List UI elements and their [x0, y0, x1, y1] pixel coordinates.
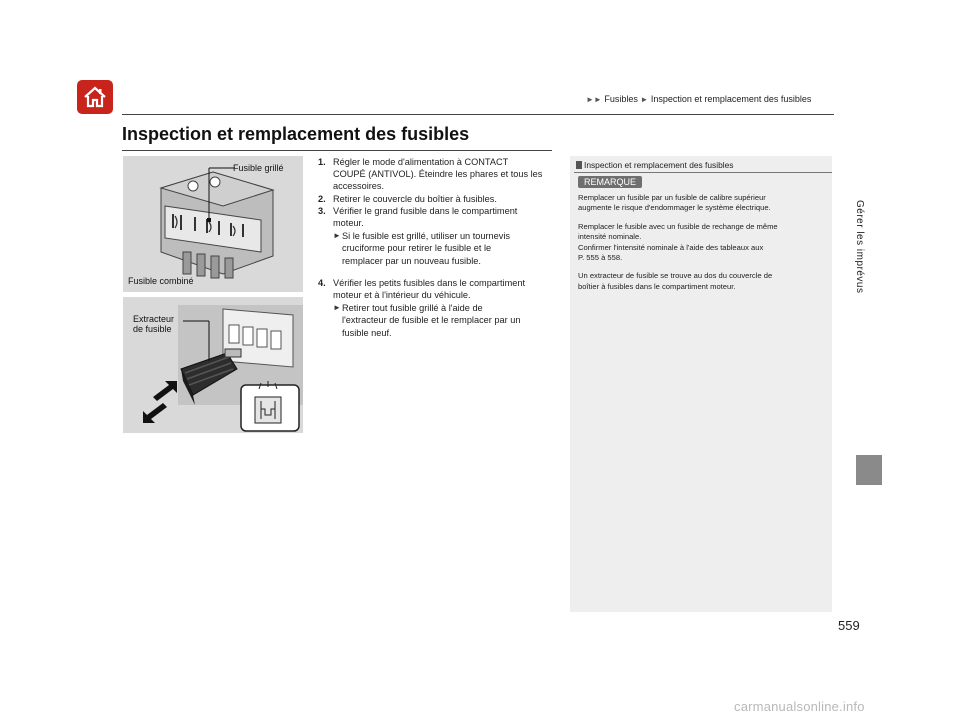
instruction-steps: [318, 156, 558, 339]
section-tab-marker: [856, 455, 882, 485]
substep-text: cruciforme pour retirer le fusible et le: [342, 243, 492, 254]
section-tab[interactable]: [852, 150, 882, 450]
step-text: moteur et à l'intérieur du véhicule.: [333, 290, 471, 301]
step-text: COUPÉ (ANTIVOL). Éteindre les phares et tous les: [333, 169, 543, 180]
label-fuse-puller-1: Extracteur: [133, 314, 175, 324]
note-body: [578, 193, 826, 300]
note-line: Remplacer le fusible avec un fusible de rechange de même: [578, 221, 778, 231]
arrow-icon: ►: [333, 231, 341, 241]
section-tab-label: Gérer les imprévus: [854, 200, 865, 294]
watermark: carmanualsonline.info: [734, 699, 865, 714]
note-heading-text: Inspection et remplacement des fusibles: [584, 160, 734, 170]
note-paragraph: [578, 222, 826, 264]
page-title: Inspection et remplacement des fusibles: [122, 124, 470, 144]
step-text: accessoires.: [333, 181, 385, 192]
arrow-icon: ►: [333, 303, 341, 313]
step-number: 4.: [318, 277, 326, 288]
breadcrumb-item[interactable]: Fusibles: [604, 94, 638, 104]
step-text: Régler le mode d'alimentation à CONTACT: [333, 157, 509, 167]
substep-text: fusible neuf.: [342, 327, 392, 338]
substep-text: Retirer tout fusible grillé à l'aide de: [342, 303, 483, 314]
substep-text: l'extracteur de fusible et le remplacer par un: [342, 315, 521, 326]
substep-text: Si le fusible est grillé, utiliser un tournevis: [342, 231, 511, 242]
step-4-substep: [318, 302, 558, 339]
large-fuse-icon: [123, 156, 303, 292]
title-divider: [122, 150, 552, 151]
note-panel: [570, 156, 832, 612]
step-1: [318, 156, 558, 193]
note-line: Un extracteur de fusible se trouve au dos du couvercle de: [578, 271, 773, 281]
step-3-substep: [318, 230, 558, 267]
fuse-block-illustration: [123, 156, 303, 292]
chevron-right-icon: ►►: [586, 95, 602, 104]
header-divider: [122, 114, 834, 115]
note-paragraph: [578, 193, 826, 214]
page-number: 559: [838, 618, 860, 633]
note-line: Confirmer l'intensité nominale à l'aide des tableaux aux: [578, 242, 764, 252]
note-heading[interactable]: [576, 160, 733, 170]
step-2: [318, 193, 558, 205]
remark-badge: REMARQUE: [578, 176, 642, 188]
note-line: intensité nominale.: [578, 232, 642, 242]
step-text: moteur.: [333, 218, 364, 229]
step-text: Vérifier les petits fusibles dans le compartiment: [333, 277, 525, 288]
home-icon: [82, 84, 108, 110]
note-paragraph: [578, 271, 826, 292]
step-3: [318, 205, 558, 229]
home-button[interactable]: [77, 80, 113, 114]
step-number: 3.: [318, 205, 326, 216]
step-number: 1.: [318, 157, 326, 167]
note-line: augmente le risque d'endommager le système électrique.: [578, 203, 771, 213]
note-line: boîtier à fusibles dans le compartiment moteur.: [578, 281, 736, 291]
chevron-right-icon: ►: [640, 95, 649, 104]
label-blown-fuse: Fusible grillé: [233, 163, 284, 173]
label-fuse-puller-2: de fusible: [133, 324, 172, 334]
fuse-puller-illustration: [123, 297, 303, 433]
step-text: Retirer le couvercle du boîtier à fusibles.: [333, 193, 497, 204]
substep-text: remplacer par un nouveau fusible.: [342, 255, 481, 266]
step-text: Vérifier le grand fusible dans le compartiment: [333, 205, 518, 216]
note-line: Remplacer un fusible par un fusible de calibre supérieur: [578, 193, 766, 202]
note-divider: [574, 172, 832, 173]
note-flag-icon: [576, 161, 582, 169]
label-combined-fuse: Fusible combiné: [128, 276, 194, 286]
step-number: 2.: [318, 193, 326, 204]
breadcrumb-item[interactable]: Inspection et remplacement des fusibles: [650, 94, 812, 104]
breadcrumb: [586, 94, 811, 104]
step-4: [318, 277, 558, 301]
page-reference-link[interactable]: P. 555 à 558.: [578, 253, 623, 263]
